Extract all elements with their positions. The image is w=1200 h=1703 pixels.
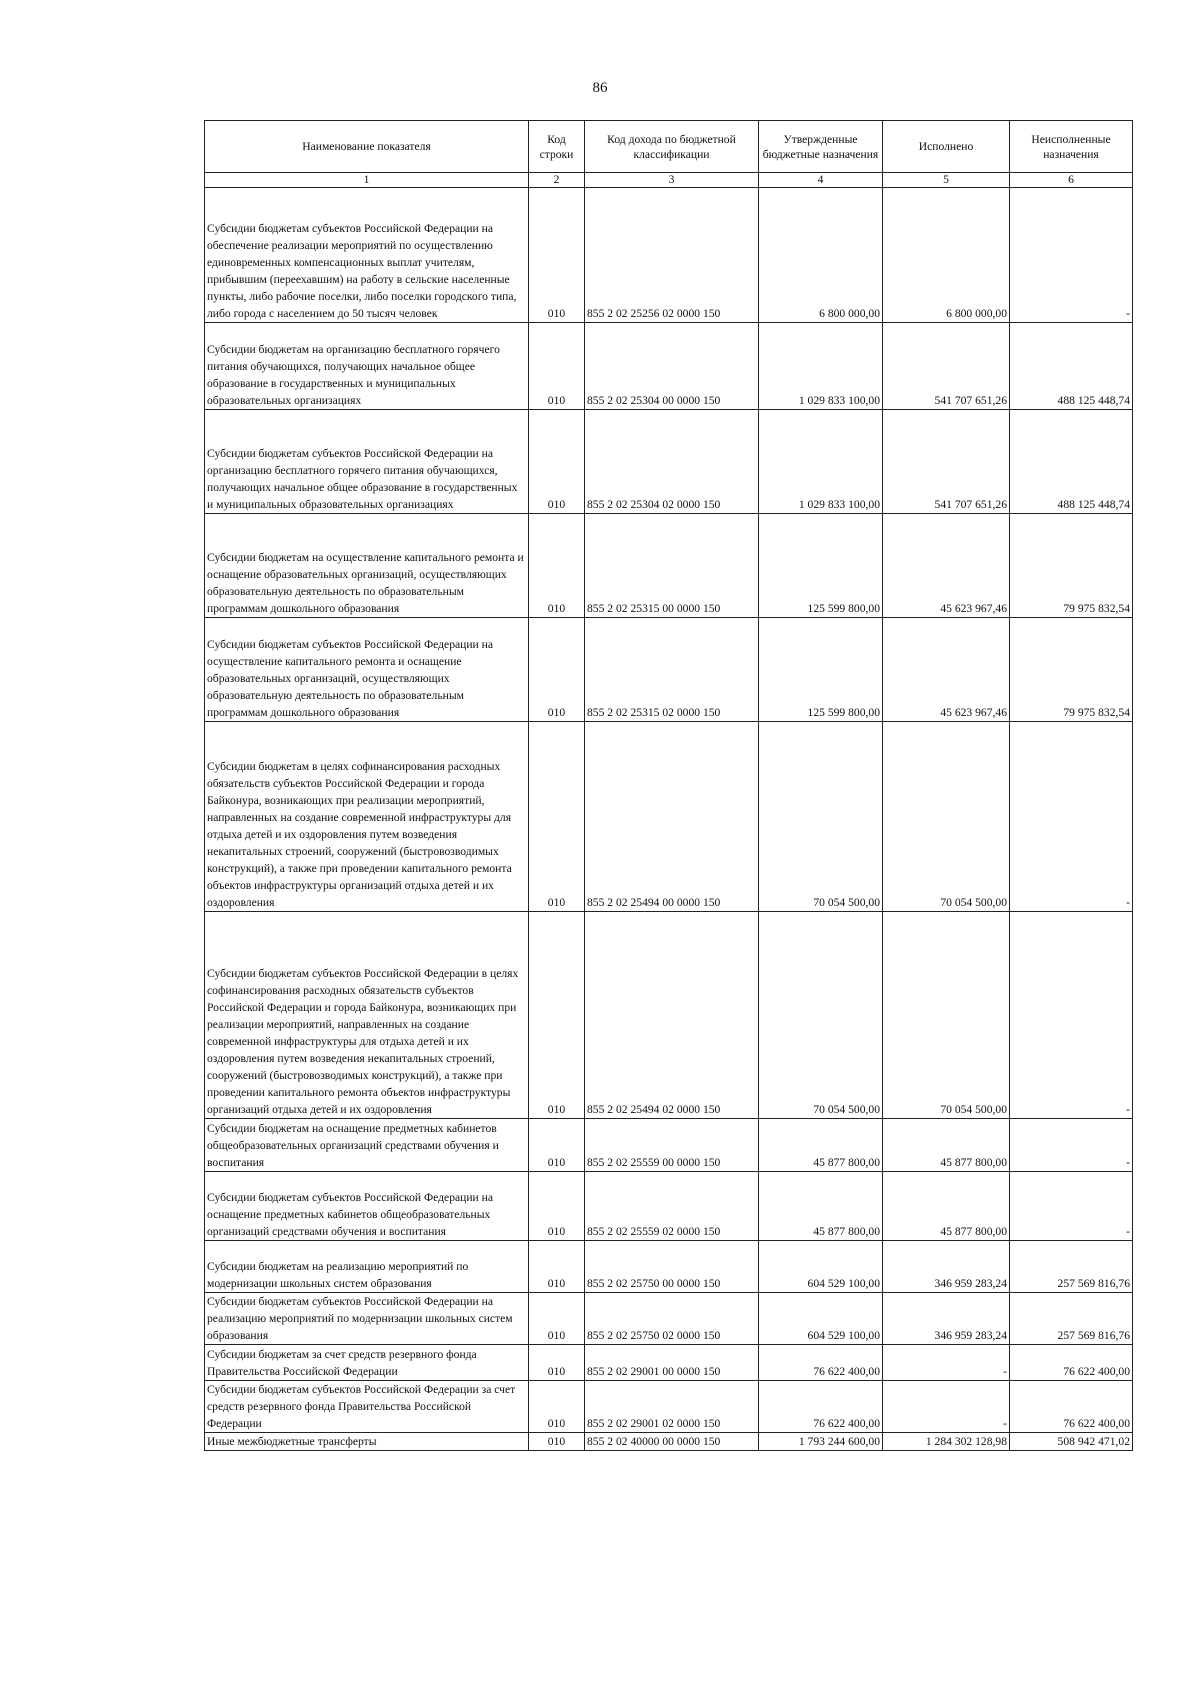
row-name: Субсидии бюджетам субъектов Российской Федерации на обеспечение реализации мероприятий по осуществлению единовременных компенсационных выплат учителям, прибывшим (переехавшим) на работу в сельские населенные пункты, либо рабочие поселки, либо поселки городского типа, либо города с населением до 50 тысяч человек xyxy=(205,188,529,323)
table-row xyxy=(205,323,1133,410)
row-executed: 45 877 800,00 xyxy=(883,1172,1010,1241)
row-line-code: 010 xyxy=(529,514,585,618)
row-name: Субсидии бюджетам на организацию бесплатного горячего питания обучающихся, получающих начальное общее образование в государственных и муниципальных образовательных организациях xyxy=(205,323,529,410)
row-executed: 1 284 302 128,98 xyxy=(883,1433,1010,1451)
table-row xyxy=(205,1381,1133,1433)
row-name: Субсидии бюджетам на осуществление капитального ремонта и оснащение образовательных организаций, осуществляющих образовательную деятельность по образовательным программам дошкольного образования xyxy=(205,514,529,618)
column-number: 2 xyxy=(529,173,585,188)
row-budget-code: 855 2 02 25559 02 0000 150 xyxy=(585,1172,759,1241)
table-row xyxy=(205,1293,1133,1345)
row-budget-code: 855 2 02 25315 00 0000 150 xyxy=(585,514,759,618)
row-approved: 76 622 400,00 xyxy=(759,1381,883,1433)
row-unexecuted: 79 975 832,54 xyxy=(1010,514,1133,618)
row-unexecuted: - xyxy=(1010,1172,1133,1241)
table-row xyxy=(205,912,1133,1119)
row-approved: 76 622 400,00 xyxy=(759,1345,883,1381)
budget-report-table xyxy=(204,120,1133,1451)
column-number: 4 xyxy=(759,173,883,188)
table-header-row xyxy=(205,121,1133,173)
row-name: Субсидии бюджетам на оснащение предметных кабинетов общеобразовательных организаций средствами обучения и воспитания xyxy=(205,1119,529,1172)
row-line-code: 010 xyxy=(529,1172,585,1241)
column-number-row xyxy=(205,173,1133,188)
row-name: Субсидии бюджетам субъектов Российской Федерации на оснащение предметных кабинетов общеобразовательных организаций средствами обучения и воспитания xyxy=(205,1172,529,1241)
row-executed: 541 707 651,26 xyxy=(883,323,1010,410)
row-line-code: 010 xyxy=(529,410,585,514)
row-executed: 45 877 800,00 xyxy=(883,1119,1010,1172)
row-name: Субсидии бюджетам в целях софинансирования расходных обязательств субъектов Российской Федерации и города Байконура, возникающих при реализации мероприятий, направленных на создание современной инфраструктуры для отдыха детей и их оздоровления путем возведения некапитальных строений, сооружений (быстровозводимых конструкций), а также при проведении капитального ремонта объектов инфраструктуры организаций отдыха детей и их оздоровления xyxy=(205,722,529,912)
row-name: Субсидии бюджетам за счет средств резервного фонда Правительства Российской Федерации xyxy=(205,1345,529,1381)
row-name: Субсидии бюджетам субъектов Российской Федерации на организацию бесплатного горячего питания обучающихся, получающих начальное общее образование в государственных и муниципальных образовательных организациях xyxy=(205,410,529,514)
row-unexecuted: 257 569 816,76 xyxy=(1010,1241,1133,1293)
row-approved: 1 029 833 100,00 xyxy=(759,410,883,514)
table-row xyxy=(205,188,1133,323)
row-unexecuted: 76 622 400,00 xyxy=(1010,1381,1133,1433)
row-executed: 6 800 000,00 xyxy=(883,188,1010,323)
row-executed: 70 054 500,00 xyxy=(883,722,1010,912)
row-executed: 45 623 967,46 xyxy=(883,514,1010,618)
row-line-code: 010 xyxy=(529,323,585,410)
row-executed: - xyxy=(883,1345,1010,1381)
row-line-code: 010 xyxy=(529,1381,585,1433)
row-budget-code: 855 2 02 25304 02 0000 150 xyxy=(585,410,759,514)
header-line-code: Код строки xyxy=(529,121,585,173)
row-line-code: 010 xyxy=(529,188,585,323)
header-name: Наименование показателя xyxy=(205,121,529,173)
row-unexecuted: - xyxy=(1010,912,1133,1119)
row-executed: 346 959 283,24 xyxy=(883,1293,1010,1345)
row-line-code: 010 xyxy=(529,1119,585,1172)
row-budget-code: 855 2 02 25559 00 0000 150 xyxy=(585,1119,759,1172)
column-number: 1 xyxy=(205,173,529,188)
row-budget-code: 855 2 02 29001 02 0000 150 xyxy=(585,1381,759,1433)
row-executed: 541 707 651,26 xyxy=(883,410,1010,514)
row-approved: 70 054 500,00 xyxy=(759,912,883,1119)
row-executed: 45 623 967,46 xyxy=(883,618,1010,722)
column-number: 3 xyxy=(585,173,759,188)
row-line-code: 010 xyxy=(529,1433,585,1451)
row-name: Субсидии бюджетам субъектов Российской Федерации на осуществление капитального ремонта и оснащение образовательных организаций, осуществляющих образовательную деятельность по образовательным программам дошкольного образования xyxy=(205,618,529,722)
row-approved: 1 793 244 600,00 xyxy=(759,1433,883,1451)
row-name: Субсидии бюджетам субъектов Российской Федерации на реализацию мероприятий по модернизации школьных систем образования xyxy=(205,1293,529,1345)
table-row xyxy=(205,410,1133,514)
table-row xyxy=(205,1433,1133,1451)
row-approved: 604 529 100,00 xyxy=(759,1241,883,1293)
row-name: Иные межбюджетные трансферты xyxy=(205,1433,529,1451)
row-unexecuted: 488 125 448,74 xyxy=(1010,410,1133,514)
row-unexecuted: 76 622 400,00 xyxy=(1010,1345,1133,1381)
row-budget-code: 855 2 02 40000 00 0000 150 xyxy=(585,1433,759,1451)
row-line-code: 010 xyxy=(529,722,585,912)
row-budget-code: 855 2 02 25494 00 0000 150 xyxy=(585,722,759,912)
row-approved: 45 877 800,00 xyxy=(759,1172,883,1241)
column-number: 6 xyxy=(1010,173,1133,188)
table-row xyxy=(205,1119,1133,1172)
row-approved: 45 877 800,00 xyxy=(759,1119,883,1172)
row-executed: - xyxy=(883,1381,1010,1433)
table-row xyxy=(205,1345,1133,1381)
table-row xyxy=(205,514,1133,618)
table-row xyxy=(205,1241,1133,1293)
row-line-code: 010 xyxy=(529,1293,585,1345)
row-budget-code: 855 2 02 25750 02 0000 150 xyxy=(585,1293,759,1345)
row-unexecuted: - xyxy=(1010,722,1133,912)
row-unexecuted: - xyxy=(1010,188,1133,323)
row-unexecuted: 508 942 471,02 xyxy=(1010,1433,1133,1451)
row-unexecuted: 257 569 816,76 xyxy=(1010,1293,1133,1345)
row-approved: 70 054 500,00 xyxy=(759,722,883,912)
row-unexecuted: 79 975 832,54 xyxy=(1010,618,1133,722)
row-approved: 604 529 100,00 xyxy=(759,1293,883,1345)
header-unexecuted: Неисполненные назначения xyxy=(1010,121,1133,173)
row-line-code: 010 xyxy=(529,1345,585,1381)
header-budget-code: Код дохода по бюджетной классификации xyxy=(585,121,759,173)
row-budget-code: 855 2 02 25304 00 0000 150 xyxy=(585,323,759,410)
row-approved: 6 800 000,00 xyxy=(759,188,883,323)
row-name: Субсидии бюджетам на реализацию мероприятий по модернизации школьных систем образования xyxy=(205,1241,529,1293)
row-budget-code: 855 2 02 25750 00 0000 150 xyxy=(585,1241,759,1293)
table-row xyxy=(205,722,1133,912)
column-number: 5 xyxy=(883,173,1010,188)
row-approved: 125 599 800,00 xyxy=(759,514,883,618)
row-unexecuted: 488 125 448,74 xyxy=(1010,323,1133,410)
table-row xyxy=(205,1172,1133,1241)
row-executed: 346 959 283,24 xyxy=(883,1241,1010,1293)
row-executed: 70 054 500,00 xyxy=(883,912,1010,1119)
row-line-code: 010 xyxy=(529,1241,585,1293)
row-budget-code: 855 2 02 29001 00 0000 150 xyxy=(585,1345,759,1381)
row-name: Субсидии бюджетам субъектов Российской Федерации за счет средств резервного фонда Правительства Российской Федерации xyxy=(205,1381,529,1433)
row-approved: 125 599 800,00 xyxy=(759,618,883,722)
row-approved: 1 029 833 100,00 xyxy=(759,323,883,410)
row-budget-code: 855 2 02 25256 02 0000 150 xyxy=(585,188,759,323)
row-line-code: 010 xyxy=(529,912,585,1119)
header-approved: Утвержденные бюджетные назначения xyxy=(759,121,883,173)
row-budget-code: 855 2 02 25315 02 0000 150 xyxy=(585,618,759,722)
row-line-code: 010 xyxy=(529,618,585,722)
table-row xyxy=(205,618,1133,722)
row-unexecuted: - xyxy=(1010,1119,1133,1172)
header-executed: Исполнено xyxy=(883,121,1010,173)
row-budget-code: 855 2 02 25494 02 0000 150 xyxy=(585,912,759,1119)
row-name: Субсидии бюджетам субъектов Российской Федерации в целях софинансирования расходных обязательств субъектов Российской Федерации и города Байконура, возникающих при реализации мероприятий, направленных на создание современной инфраструктуры для отдыха детей и их оздоровления путем возведения некапитальных строений, сооружений (быстровозводимых конструкций), а также при проведении капитального ремонта объектов инфраструктуры организаций отдыха детей и их оздоровления xyxy=(205,912,529,1119)
page-number: 86 xyxy=(592,80,608,96)
